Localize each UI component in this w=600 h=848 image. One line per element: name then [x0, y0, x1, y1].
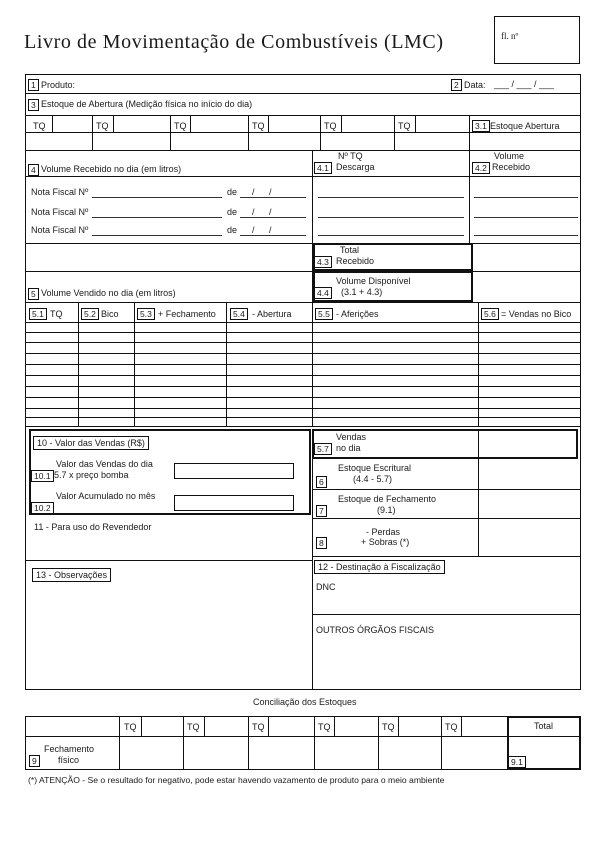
- tq-divider: [415, 115, 416, 132]
- nota-fiscal-de: de: [227, 187, 238, 197]
- tq-label: TQ: [96, 121, 109, 131]
- tq-divider: [92, 115, 93, 150]
- tq-descarga-input[interactable]: [318, 235, 464, 236]
- tq-descarga-number: 4.1: [314, 162, 332, 174]
- volume-recebido-number: 4: [28, 164, 39, 176]
- tq-label: TQ: [33, 121, 46, 131]
- vendido-row[interactable]: [25, 375, 581, 376]
- tq-divider: [378, 716, 379, 770]
- tq-divider: [268, 716, 269, 736]
- fechamento-fisico-label-2: físico: [58, 755, 80, 765]
- tq-divider: [268, 115, 269, 132]
- tq-descarga-input[interactable]: [318, 197, 464, 198]
- estoque-escritural-input[interactable]: [480, 461, 576, 487]
- tq-divider: [314, 716, 315, 770]
- tq-label: TQ: [398, 121, 411, 131]
- total-recebido-label: Total: [340, 245, 360, 255]
- volume-disponivel-label-2: (3.1 + 4.3): [341, 287, 383, 297]
- tq-divider: [52, 115, 53, 132]
- nota-fiscal-input[interactable]: [240, 217, 306, 218]
- data-label: Data:: [464, 80, 486, 90]
- tq-divider: [113, 115, 114, 132]
- tq-divider: [248, 716, 249, 770]
- col-vendas-bico-number: 5.6: [481, 308, 499, 320]
- page-title: Livro de Movimentação de Combustíveis (LMC): [24, 31, 444, 53]
- vendido-row[interactable]: [25, 397, 581, 398]
- fiscalizacao-label: [314, 560, 445, 574]
- divider: [25, 176, 581, 177]
- nota-fiscal-date[interactable]: / /: [252, 225, 278, 235]
- divider: [25, 132, 581, 133]
- total-recebido-label-2: Recebido: [336, 256, 375, 266]
- produto-label: Produto:: [41, 80, 76, 90]
- nota-fiscal-input[interactable]: [92, 217, 222, 218]
- divider: [469, 150, 470, 243]
- valor-acumulado-input[interactable]: [174, 495, 294, 511]
- conciliacao-tq-label: TQ: [445, 722, 458, 732]
- volume-disponivel-label: Volume Disponível: [336, 276, 411, 286]
- tq-divider: [341, 115, 342, 132]
- divider: [312, 459, 313, 690]
- revendedor-input[interactable]: [30, 533, 310, 558]
- volume-disponivel-input[interactable]: [474, 273, 578, 300]
- divider: [25, 426, 581, 427]
- perdas-label: - Perdas: [366, 527, 401, 537]
- estoque-abertura-total-number: 3.1: [472, 120, 490, 132]
- data-number: 2: [451, 79, 462, 91]
- volume-recebido-col-number: 4.2: [472, 162, 490, 174]
- tq-divider: [441, 716, 442, 770]
- nota-fiscal-input[interactable]: [92, 235, 222, 236]
- folha-label: fl. nº: [501, 31, 519, 41]
- volume-recebido-col-label: Volume: [494, 151, 525, 161]
- tq-divider: [334, 716, 335, 736]
- vendas-dia-label: Vendas: [336, 432, 367, 442]
- divider: [312, 518, 580, 519]
- volume-recebido-col-label-2: Recebido: [492, 162, 531, 172]
- col-abertura-number: 5.4: [230, 308, 248, 320]
- estoque-abertura-label: Estoque de Abertura (Medição física no início do dia): [41, 99, 253, 109]
- volume-recebido-input[interactable]: [474, 197, 578, 198]
- conciliacao-tq-label: TQ: [187, 722, 200, 732]
- observacoes-number: 13: [36, 570, 47, 580]
- vendido-row[interactable]: [25, 386, 581, 387]
- tq-divider: [320, 115, 321, 150]
- tq-descarga-label: Nº TQ: [338, 151, 363, 161]
- divider: [312, 489, 580, 490]
- divider: [478, 429, 479, 556]
- tq-divider: [394, 115, 395, 150]
- vendido-row[interactable]: [25, 364, 581, 365]
- estoque-abertura-total-label: Estoque Abertura: [490, 121, 560, 131]
- perdas-label-2: + Sobras (*): [361, 537, 410, 547]
- estoque-fechamento-input[interactable]: [480, 491, 576, 516]
- col-abertura-label: - Abertura: [252, 309, 292, 319]
- estoque-escritural-number: 6: [316, 476, 327, 488]
- divider: [312, 614, 580, 615]
- valor-vendas-label: - Valor das Vendas (R$): [49, 438, 145, 448]
- tq-divider: [248, 115, 249, 150]
- observacoes-label: [32, 568, 111, 582]
- nota-fiscal-input[interactable]: [240, 235, 306, 236]
- nota-fiscal-de: de: [227, 225, 238, 235]
- valor-dia-number: 10.1: [31, 470, 54, 482]
- volume-vendido-number: 5: [28, 288, 39, 300]
- revendedor-label: [34, 522, 151, 532]
- vendido-row[interactable]: [25, 417, 581, 418]
- tq-divider: [469, 115, 470, 150]
- valor-dia-label: Valor das Vendas do dia: [56, 459, 153, 469]
- col-bico-number: 5.2: [81, 308, 99, 320]
- perdas-number: 8: [316, 537, 327, 549]
- valor-acumulado-number: 10.2: [31, 502, 54, 514]
- tq-divider: [461, 716, 462, 736]
- divider: [25, 736, 581, 737]
- vendas-dia-label-2: no dia: [336, 443, 361, 453]
- tq-divider: [398, 716, 399, 736]
- volume-disponivel-number: 4.4: [314, 287, 332, 299]
- divider: [25, 322, 581, 323]
- col-fechamento-label: + Fechamento: [158, 309, 216, 319]
- tq-descarga-label-2: Descarga: [336, 162, 375, 172]
- tq-label: TQ: [252, 121, 265, 131]
- vendas-dia-input[interactable]: [480, 431, 576, 457]
- nota-fiscal-label: Nota Fiscal Nº: [31, 225, 89, 235]
- volume-vendido-label: Volume Vendido no dia (em litros): [41, 288, 176, 298]
- nota-fiscal-label: Nota Fiscal Nº: [31, 207, 89, 217]
- estoque-escritural-label-2: (4.4 - 5.7): [353, 474, 393, 484]
- divider: [25, 560, 313, 561]
- estoque-abertura-number: 3: [28, 99, 39, 111]
- tq-label: TQ: [324, 121, 337, 131]
- fiscalizacao-text: - Destinação à Fiscalização: [330, 562, 441, 572]
- col-tq-label: TQ: [50, 309, 63, 319]
- estoque-fechamento-label: Estoque de Fechamento: [338, 494, 437, 504]
- vendido-row[interactable]: [25, 332, 581, 333]
- valor-dia-input[interactable]: [174, 463, 294, 479]
- divider: [25, 243, 581, 244]
- estoque-fechamento-label-2: (9.1): [377, 505, 396, 515]
- tq-divider: [204, 716, 205, 736]
- outros-orgaos-input[interactable]: [314, 638, 578, 686]
- valor-vendas-number: 10: [37, 438, 48, 448]
- produto-input[interactable]: [80, 76, 440, 92]
- nota-fiscal-date[interactable]: / /: [252, 207, 278, 217]
- col-afericoes-number: 5.5: [315, 308, 333, 320]
- divider: [25, 302, 581, 303]
- vendido-row[interactable]: [25, 353, 581, 354]
- nota-fiscal-input[interactable]: [240, 197, 306, 198]
- tq-divider: [141, 716, 142, 736]
- tq-divider: [183, 716, 184, 770]
- perdas-input[interactable]: [480, 520, 576, 554]
- outros-orgaos-label: OUTROS ÓRGÃOS FISCAIS: [316, 625, 435, 635]
- divider: [25, 115, 581, 116]
- atencao-note: (*) ATENÇÃO - Se o resultado for negativo, pode estar havendo vazamento de produto para o meio ambiente: [28, 775, 445, 785]
- nota-fiscal-input[interactable]: [92, 197, 222, 198]
- tq-descarga-input[interactable]: [318, 217, 464, 218]
- fiscalizacao-number: 12: [318, 562, 329, 572]
- produto-number: 1: [28, 79, 39, 91]
- volume-recebido-label: Volume Recebido no dia (em litros): [41, 164, 182, 174]
- folha-number-box[interactable]: [494, 16, 580, 64]
- vendido-row[interactable]: [25, 342, 581, 343]
- col-tq-number: 5.1: [29, 308, 47, 320]
- conciliacao-tq-label: TQ: [382, 722, 395, 732]
- tq-label: TQ: [174, 121, 187, 131]
- col-afericoes-label: - Aferições: [336, 309, 379, 319]
- conciliacao-table: [25, 716, 581, 770]
- tq-divider: [190, 115, 191, 132]
- vendido-row[interactable]: [25, 408, 581, 409]
- conciliacao-tq-label: TQ: [124, 722, 137, 732]
- fechamento-fisico-label: Fechamento: [44, 744, 95, 754]
- estoque-escritural-label: Estoque Escritural: [338, 463, 412, 473]
- col-bico-label: Bico: [101, 309, 119, 319]
- valor-acumulado-label: Valor Acumulado no mês: [56, 491, 156, 501]
- tq-divider: [119, 716, 120, 770]
- data-input[interactable]: ___ / ___ / ___: [494, 79, 555, 89]
- observacoes-text: - Observações: [48, 570, 108, 580]
- revendedor-text: - Para uso do Revendedor: [45, 522, 152, 532]
- valor-dia-label-2: 5.7 x preço bomba: [54, 470, 129, 480]
- valor-vendas-title: [33, 436, 149, 450]
- conciliacao-total-label: Total: [534, 721, 554, 731]
- estoque-fechamento-number: 7: [316, 505, 327, 517]
- divider: [25, 93, 581, 94]
- divider: [312, 556, 580, 557]
- conciliacao-total-number: 9.1: [508, 756, 526, 768]
- divider: [25, 271, 581, 272]
- conciliacao-title: Conciliação dos Estoques: [253, 697, 357, 707]
- col-vendas-bico-label: = Vendas no Bico: [501, 309, 572, 319]
- observacoes-input[interactable]: [30, 584, 308, 686]
- conciliacao-tq-label: TQ: [252, 722, 265, 732]
- revendedor-number: 11: [34, 522, 44, 532]
- nota-fiscal-de: de: [227, 207, 238, 217]
- volume-recebido-input[interactable]: [474, 217, 578, 218]
- dnc-label: DNC: [316, 582, 336, 592]
- nota-fiscal-label: Nota Fiscal Nº: [31, 187, 89, 197]
- volume-recebido-input[interactable]: [474, 235, 578, 236]
- vendas-dia-number: 5.7: [314, 443, 332, 455]
- nota-fiscal-date[interactable]: / /: [252, 187, 278, 197]
- dnc-input[interactable]: [314, 594, 578, 612]
- fechamento-fisico-number: 9: [29, 755, 40, 767]
- total-recebido-input[interactable]: [474, 245, 578, 270]
- conciliacao-tq-label: TQ: [318, 722, 331, 732]
- col-fechamento-number: 5.3: [137, 308, 155, 320]
- tq-divider: [170, 115, 171, 150]
- total-recebido-number: 4.3: [314, 256, 332, 268]
